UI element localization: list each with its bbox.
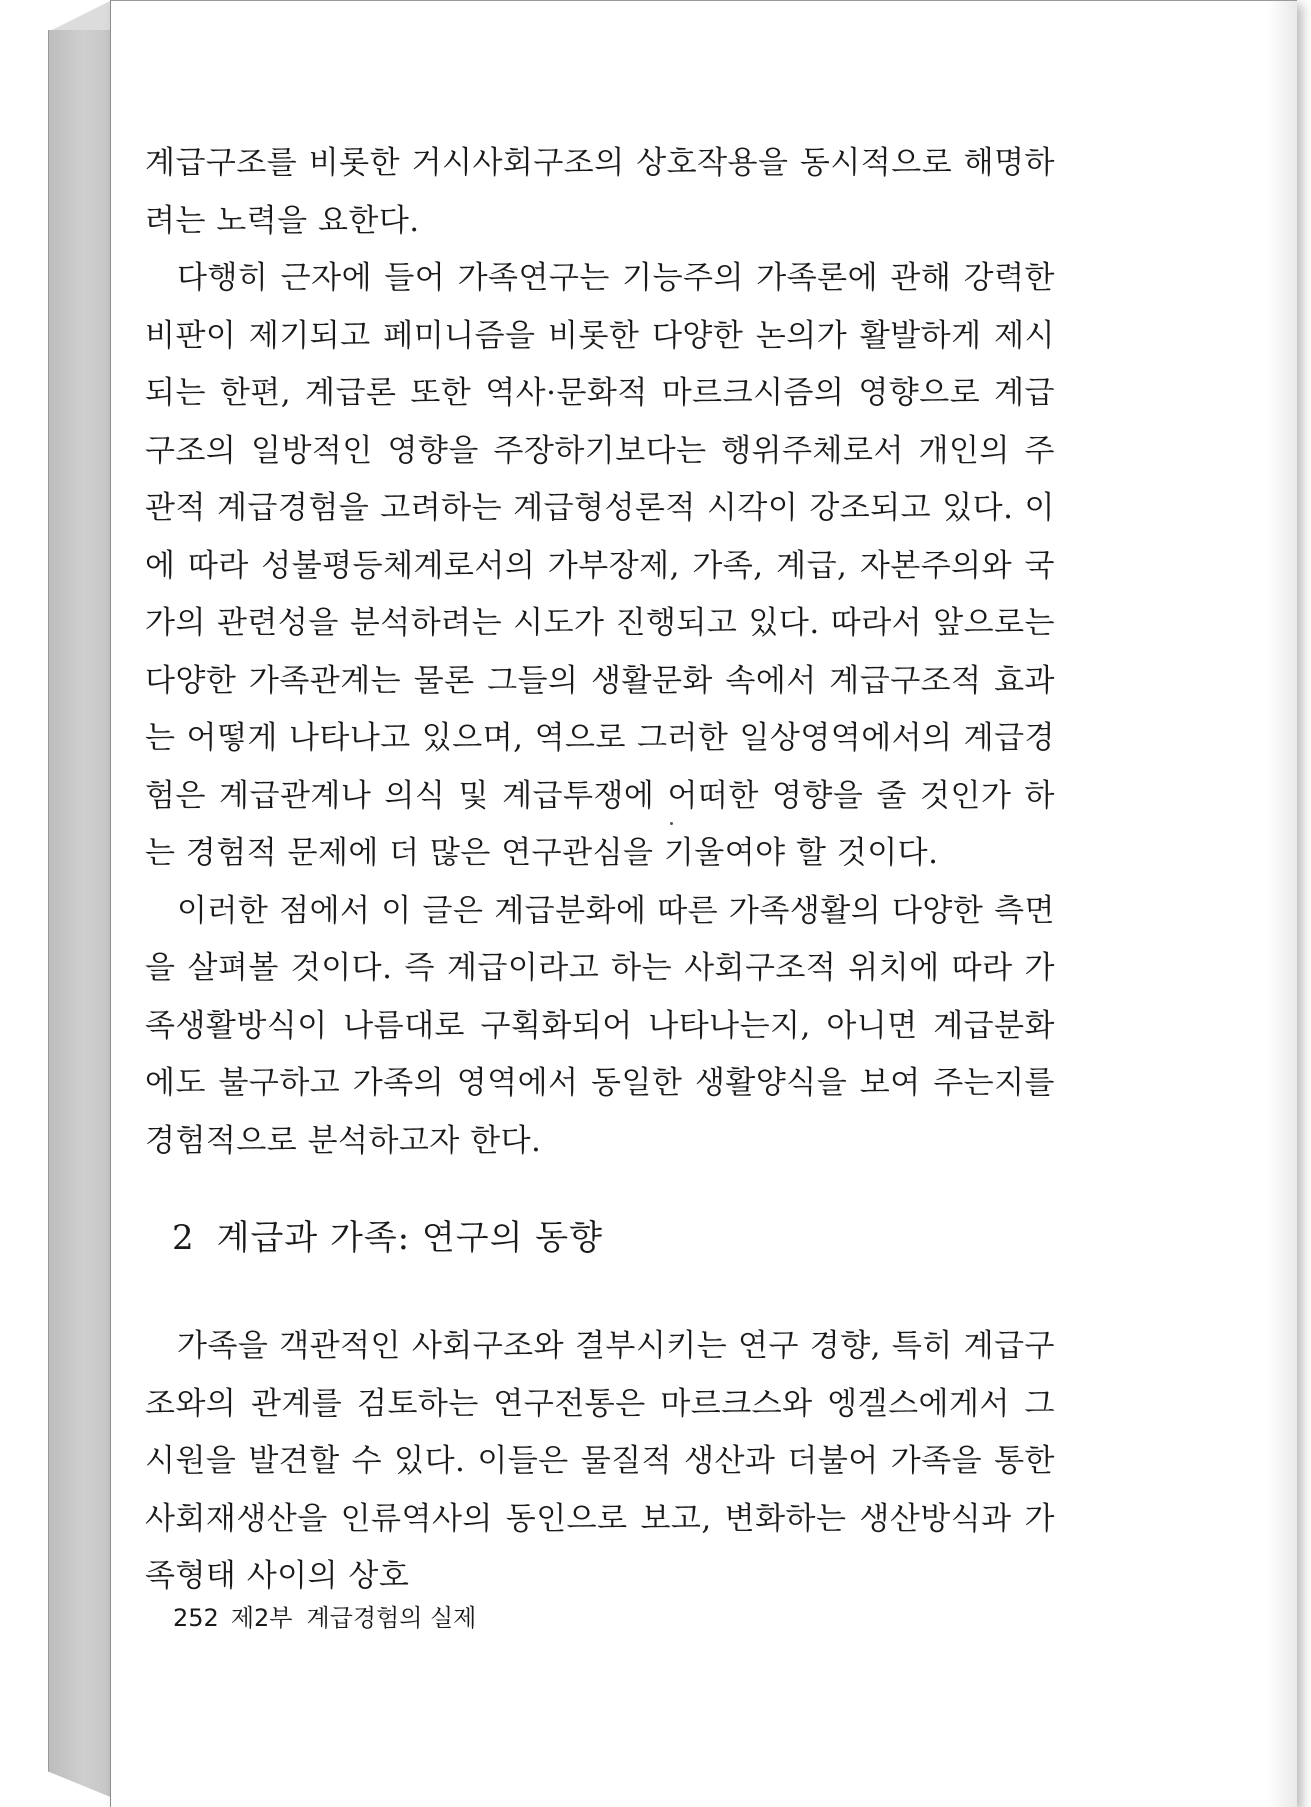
paragraph: 가족을 객관적인 사회구조와 결부시키는 연구 경향, 특히 계급구조와의 관계를 검토하는 연구전통은 마르크스와 엥겔스에게서 그 시원을 발견할 수 있다. 이들은 물질적 생산과 더불어 가족을 통한 사회재생산을 인류역사의 동인으로 보고, 변화하는 생산방식과 가족형태 사이의 상호 (145, 1328, 1055, 1594)
paragraph-continued: 계급구조를 비롯한 거시사회구조의 상호작용을 동시적으로 해명하려는 노력을 요한다. (145, 145, 1055, 239)
paragraph: 이러한 점에서 이 글은 계급분화에 따른 가족생활의 다양한 측면을 살펴볼 것이다. 즉 계급이라고 하는 사회구조적 위치에 따라 가족생활방식이 나름대로 구획화되어 나타나는지, 아니면 계급분화에도 불구하고 가족의 영역에서 동일한 생활양식을 보여 주는지를 경험적으로 분석하고자 한다. (145, 892, 1055, 1159)
section-heading (172, 1210, 603, 1259)
section-title: 계급과 가족: 연구의 동향 (216, 1218, 603, 1258)
scan-speck (670, 822, 673, 825)
chapter-title: 계급경험의 실제 (306, 1604, 477, 1632)
book-top-edge (48, 0, 112, 32)
page-number: 252 (173, 1604, 219, 1632)
page-edge-shadow (1267, 1, 1297, 1807)
book-spine (48, 30, 113, 1798)
body-text (145, 135, 1055, 1170)
section-body-text (145, 1318, 1055, 1606)
section-number: 2 (172, 1218, 195, 1258)
paragraph: 다행히 근자에 들어 가족연구는 기능주의 가족론에 관해 강력한 비판이 제기되고 페미니즘을 비롯한 다양한 논의가 활발하게 제시되는 한편, 계급론 또한 역사·문화적 마르크시즘의 영향으로 계급구조의 일방적인 영향을 주장하기보다는 행위주체로서 개인의 주관적 계급경험을 고려하는 계급형성론적 시각이 강조되고 있다. 이에 따라 성불평등체계로서의 가부장제, 가족, 계급, 자본주의와 국가의 관련성을 분석하려는 시도가 진행되고 있다. 따라서 앞으로는 다양한 가족관계는 물론 그들의 생활문화 속에서 계급구조적 효과는 어떻게 나타나고 있으며, 역으로 그러한 일상영역에서의 계급경험은 계급관계나 의식 및 계급투쟁에 어떠한 영향을 줄 것인가 하는 경험적 문제에 더 많은 연구관심을 기울여야 할 것이다. (145, 260, 1055, 871)
part-label: 제2부 (230, 1604, 293, 1632)
page-footer (173, 1598, 476, 1633)
